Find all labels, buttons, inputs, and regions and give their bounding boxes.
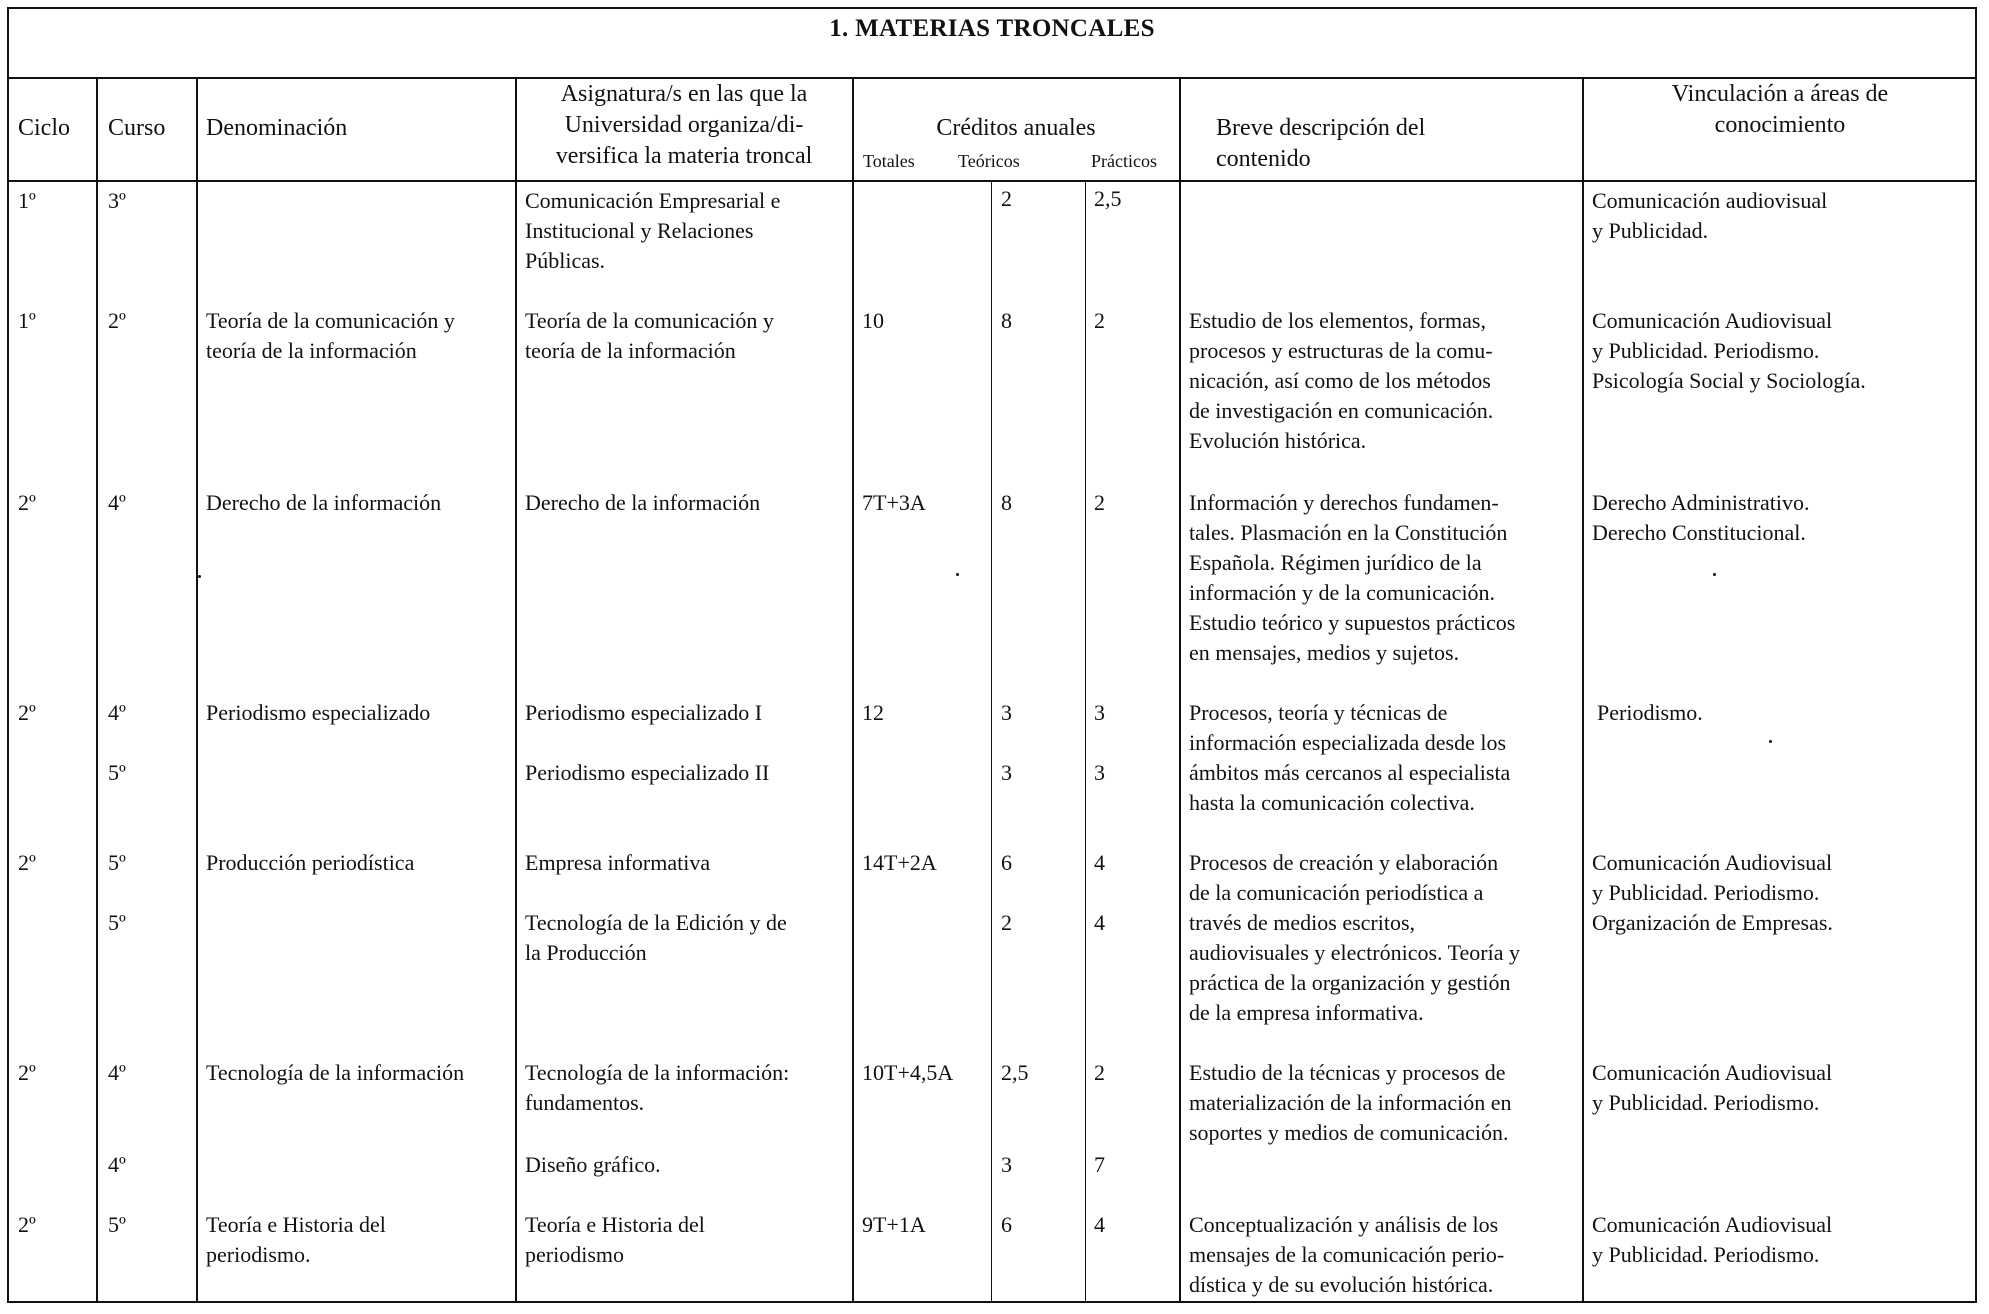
- cell-totales: 9T+1A: [862, 1212, 926, 1237]
- cell-practicos: 4: [1094, 850, 1105, 875]
- cell-curso: 4º: [108, 490, 126, 515]
- cell-totales: 10T+4,5A: [862, 1060, 954, 1085]
- cell-practicos: 4: [1094, 1212, 1105, 1237]
- cell-descripcion: Estudio de los elementos, formas, procesos y estructuras de la comu- nicación, así como de los métodos de investigación en comunicación. Evolución histórica.: [1189, 308, 1494, 453]
- scan-speck: [1713, 573, 1716, 576]
- header-descripcion: Breve descripción del contenido: [1216, 115, 1426, 172]
- column-divider: [1085, 181, 1086, 1303]
- cell-asignatura: Teoría de la comunicación y teoría de la información: [525, 308, 774, 363]
- cell-teoricos: 2,5: [1001, 1060, 1029, 1085]
- cell-teoricos: 2: [1001, 910, 1012, 935]
- cell-totales: 10: [862, 308, 884, 333]
- cell-practicos: 3: [1094, 760, 1105, 785]
- cell-teoricos: 6: [1001, 850, 1012, 875]
- cell-curso: 4º: [108, 1060, 126, 1085]
- header-totales: Totales: [863, 151, 915, 171]
- cell-ciclo: 2º: [18, 850, 36, 875]
- cell-descripcion: Conceptualización y análisis de los mensajes de la comunicación perio- dística y de su evolución histórica.: [1189, 1212, 1505, 1297]
- cell-practicos: 7: [1094, 1152, 1105, 1177]
- cell-teoricos: 2: [1001, 186, 1012, 211]
- column-divider: [991, 181, 992, 1303]
- cell-curso: 5º: [108, 910, 126, 935]
- cell-ciclo: 1º: [18, 188, 36, 213]
- cell-vinculacion: Comunicación Audiovisual y Publicidad. Periodismo. Psicología Social y Sociología.: [1592, 308, 1866, 393]
- cell-vinculacion: Comunicación Audiovisual y Publicidad. Periodismo.: [1592, 1212, 1833, 1267]
- cell-asignatura: Empresa informativa: [525, 850, 711, 875]
- cell-teoricos: 3: [1001, 760, 1012, 785]
- header-teoricos: Teóricos: [958, 151, 1020, 171]
- cell-totales: 12: [862, 700, 884, 725]
- column-divider: [1179, 79, 1181, 1303]
- cell-vinculacion: Comunicación Audiovisual y Publicidad. Periodismo. Organización de Empresas.: [1592, 850, 1833, 935]
- cell-denominacion: Derecho de la información: [206, 490, 442, 515]
- cell-teoricos: 6: [1001, 1212, 1012, 1237]
- cell-vinculacion: Periodismo.: [1597, 700, 1703, 725]
- cell-asignatura: Tecnología de la información: fundamentos.: [525, 1060, 790, 1115]
- column-divider: [96, 79, 98, 1303]
- cell-asignatura: Periodismo especializado I: [525, 700, 763, 725]
- cell-denominacion: Producción periodística: [206, 850, 415, 875]
- cell-descripcion: Procesos, teoría y técnicas de información especializada desde los ámbitos más cercanos al especialista hasta la comunicación colectiva.: [1189, 700, 1511, 815]
- cell-vinculacion: Comunicación audiovisual y Publicidad.: [1592, 188, 1828, 243]
- header-divider: [7, 180, 1977, 182]
- cell-vinculacion: Comunicación Audiovisual y Publicidad. Periodismo.: [1592, 1060, 1833, 1115]
- cell-vinculacion: Derecho Administrativo. Derecho Constitucional.: [1592, 490, 1810, 545]
- header-practicos: Prácticos: [1091, 151, 1157, 171]
- cell-curso: 5º: [108, 760, 126, 785]
- cell-curso: 4º: [108, 700, 126, 725]
- title-row: [7, 7, 1977, 79]
- cell-practicos: 2,5: [1094, 186, 1122, 211]
- scan-speck: [1769, 740, 1772, 743]
- header-denominacion: Denominación: [206, 115, 348, 141]
- scan-speck: [198, 575, 201, 578]
- cell-curso: 5º: [108, 1212, 126, 1237]
- cell-ciclo: 2º: [18, 490, 36, 515]
- column-divider: [196, 79, 198, 1303]
- cell-practicos: 2: [1094, 308, 1105, 333]
- cell-curso: 4º: [108, 1152, 126, 1177]
- cell-asignatura: Comunicación Empresarial e Institucional y Relaciones Públicas.: [525, 188, 781, 273]
- header-vinculacion: Vinculación a áreas de conocimiento: [1671, 81, 1889, 138]
- cell-teoricos: 3: [1001, 1152, 1012, 1177]
- cell-totales: 14T+2A: [862, 850, 937, 875]
- cell-teoricos: 8: [1001, 308, 1012, 333]
- cell-asignatura: Derecho de la información: [525, 490, 761, 515]
- cell-practicos: 3: [1094, 700, 1105, 725]
- cell-teoricos: 3: [1001, 700, 1012, 725]
- cell-practicos: 2: [1094, 1060, 1105, 1085]
- cell-teoricos: 8: [1001, 490, 1012, 515]
- column-divider: [852, 79, 854, 1303]
- cell-practicos: 2: [1094, 490, 1105, 515]
- cell-denominacion: Tecnología de la información: [206, 1060, 465, 1085]
- page-title: 1. MATERIAS TRONCALES: [829, 15, 1155, 42]
- header-curso: Curso: [108, 115, 166, 141]
- cell-totales: 7T+3A: [862, 490, 926, 515]
- cell-ciclo: 2º: [18, 700, 36, 725]
- cell-descripcion: Información y derechos fundamen- tales. Plasmación en la Constitución Española. Régimen jurídico de la información y de la comunicación. Estudio teórico y supuestos prácticos en mensajes, medios y sujetos.: [1189, 490, 1516, 665]
- cell-descripcion: Procesos de creación y elaboración de la comunicación periodística a través de medios escritos, audiovisuales y electrónicos. Teoría y práctica de la organización y gestión de la empresa informativa.: [1189, 850, 1521, 1025]
- cell-asignatura: Periodismo especializado II: [525, 760, 770, 785]
- cell-ciclo: 2º: [18, 1060, 36, 1085]
- cell-practicos: 4: [1094, 910, 1105, 935]
- column-divider: [1582, 79, 1584, 1303]
- cell-curso: 5º: [108, 850, 126, 875]
- header-asignaturas: Asignatura/s en las que la Universidad organiza/di- versifica la materia troncal: [555, 81, 813, 169]
- header-ciclo: Ciclo: [18, 115, 70, 141]
- column-divider: [515, 79, 517, 1303]
- cell-asignatura: Diseño gráfico.: [525, 1152, 661, 1177]
- header-creditos: Créditos anuales: [936, 115, 1096, 141]
- scan-speck: [956, 573, 959, 576]
- cell-ciclo: 2º: [18, 1212, 36, 1237]
- cell-denominacion: Teoría de la comunicación y teoría de la información: [206, 308, 455, 363]
- cell-ciclo: 1º: [18, 308, 36, 333]
- cell-denominacion: Teoría e Historia del periodismo.: [206, 1212, 386, 1267]
- cell-descripcion: Estudio de la técnicas y procesos de materialización de la información en soportes y medios de comunicación.: [1189, 1060, 1512, 1145]
- cell-asignatura: Tecnología de la Edición y de la Producción: [525, 910, 787, 965]
- cell-curso: 3º: [108, 188, 126, 213]
- cell-asignatura: Teoría e Historia del periodismo: [525, 1212, 705, 1267]
- cell-curso: 2º: [108, 308, 126, 333]
- cell-denominacion: Periodismo especializado: [206, 700, 431, 725]
